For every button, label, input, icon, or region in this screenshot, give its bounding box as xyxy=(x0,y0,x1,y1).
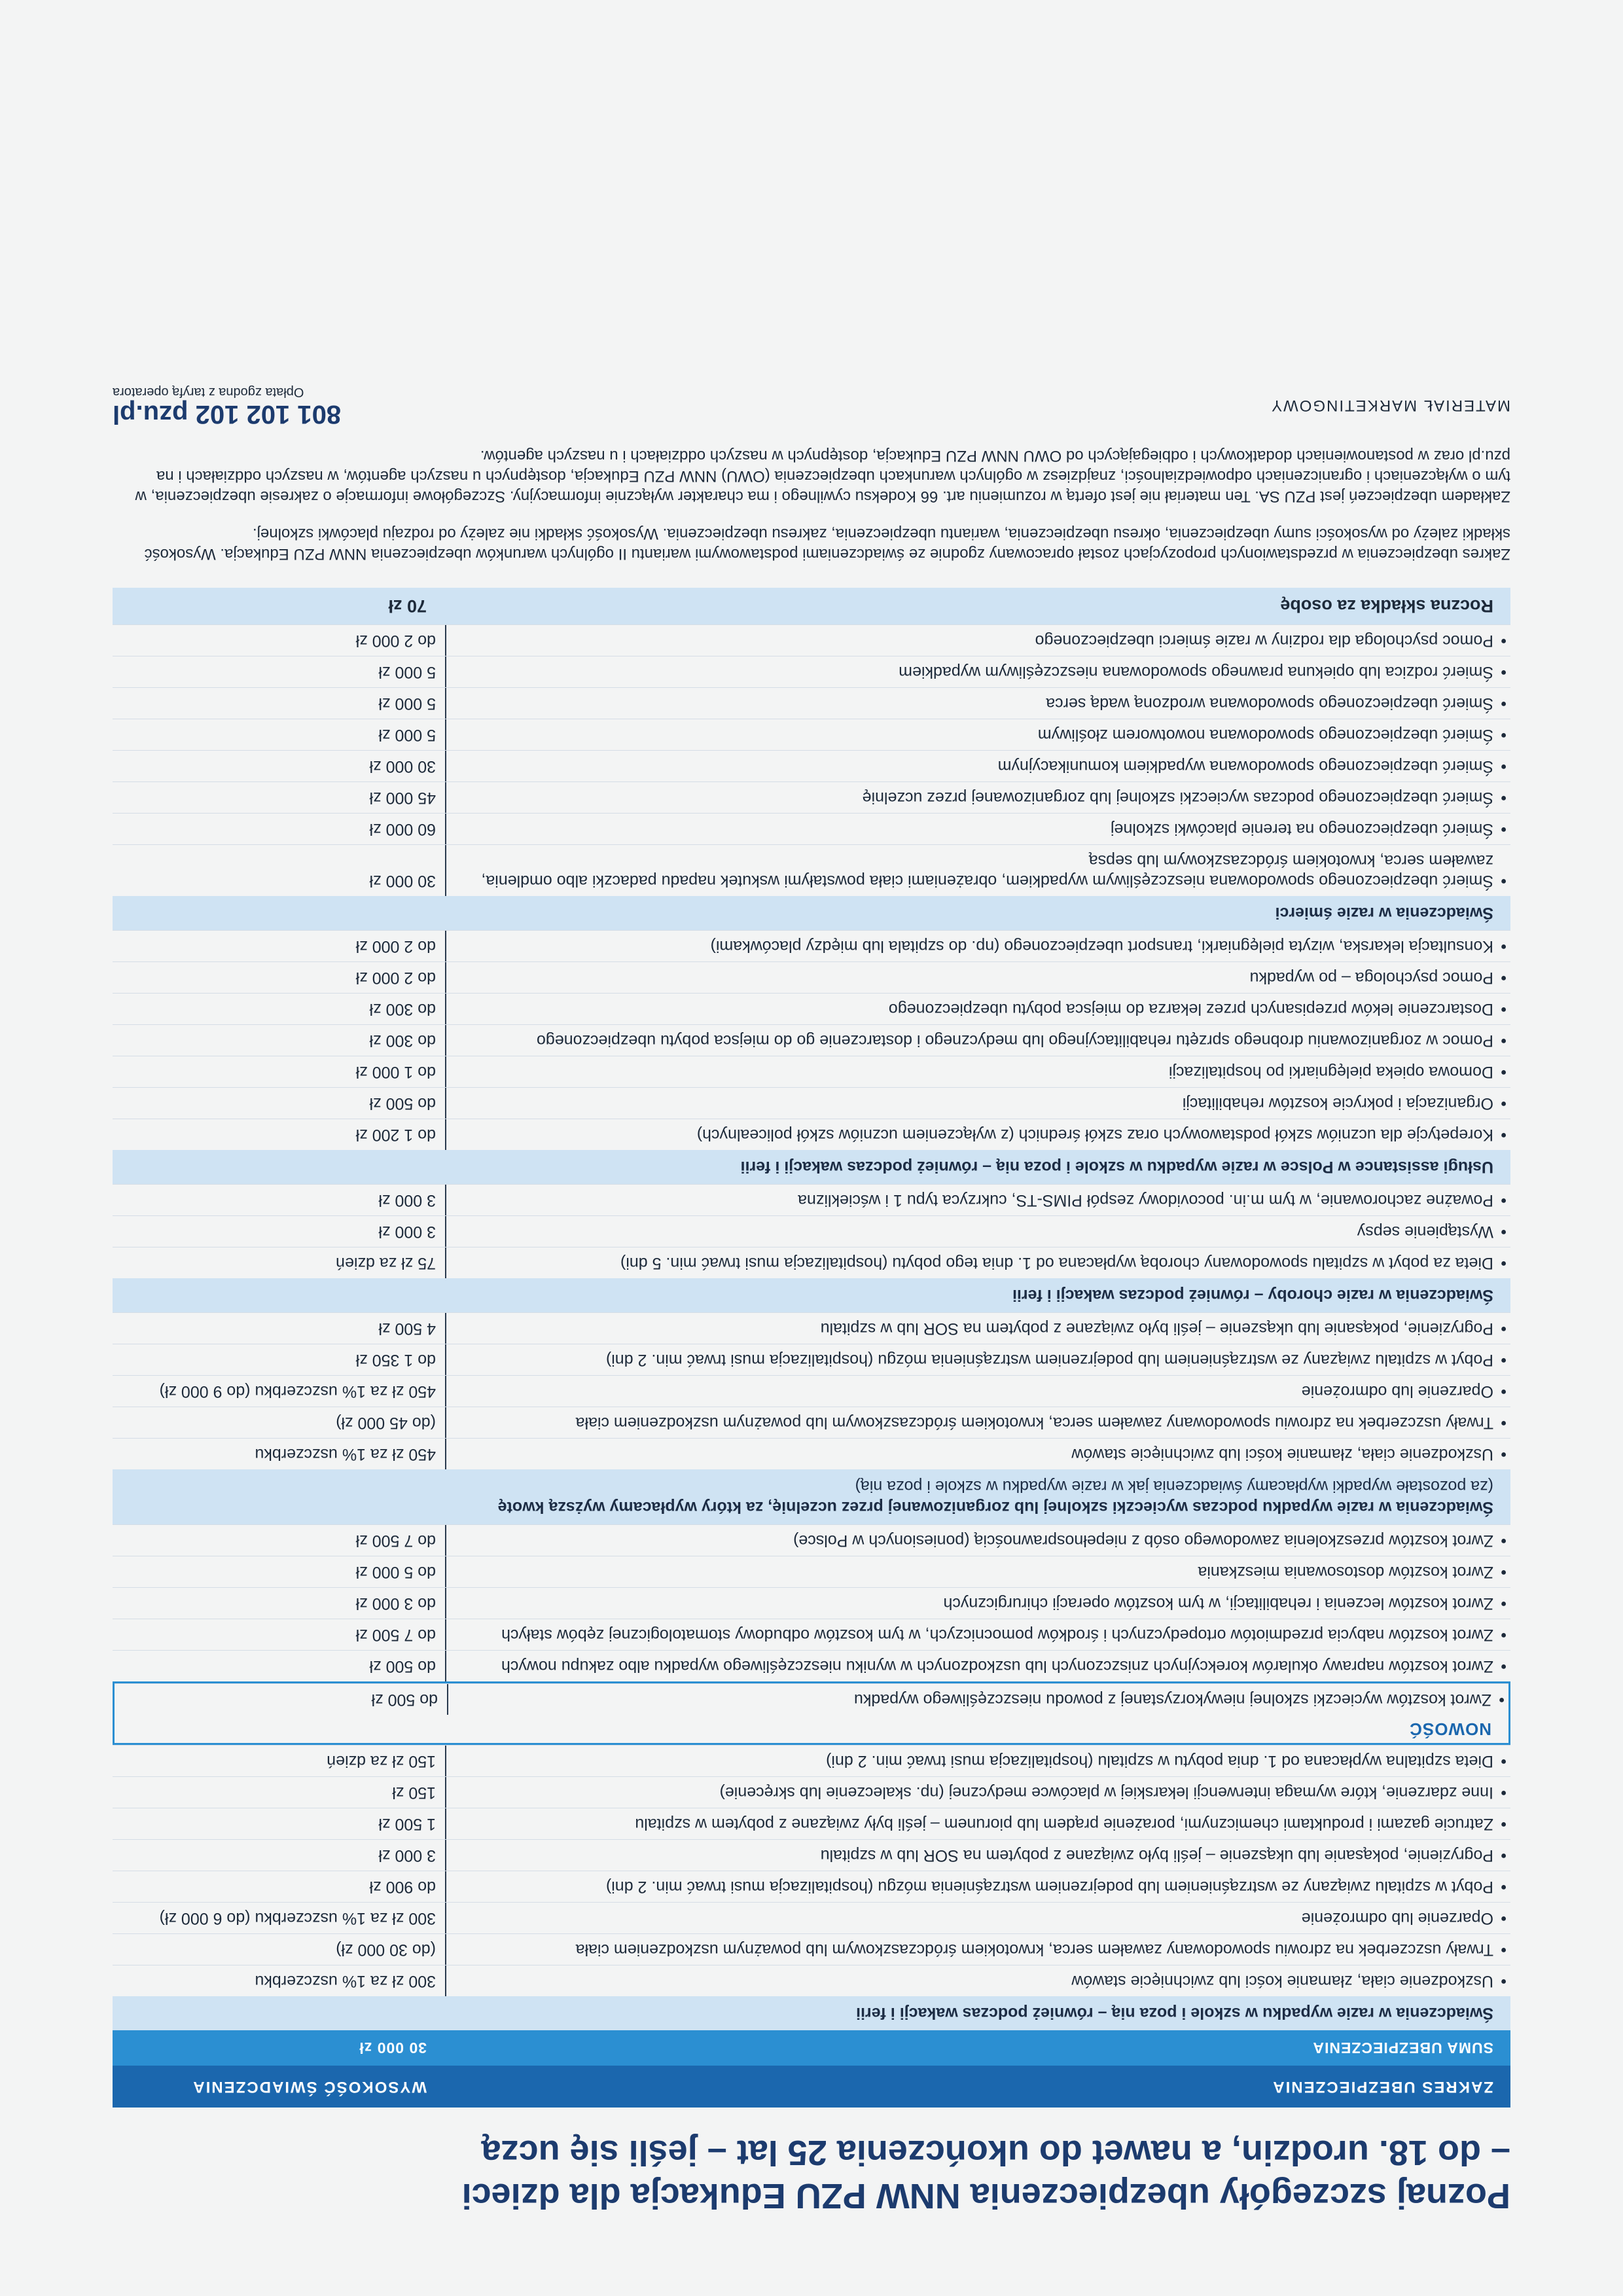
table-row xyxy=(113,930,1510,961)
coverage-table xyxy=(113,588,1510,2108)
table-row xyxy=(113,993,1510,1024)
table-row xyxy=(113,719,1510,750)
table-row xyxy=(113,1808,1510,1839)
bullet-icon: • xyxy=(1501,1594,1507,1613)
bullet-icon: • xyxy=(1501,1532,1507,1550)
table-row xyxy=(113,1056,1510,1087)
bullet-icon: • xyxy=(1501,1784,1507,1802)
table-row xyxy=(113,750,1510,781)
bullet-icon: • xyxy=(1501,1909,1507,1928)
bullet-icon: • xyxy=(1501,937,1507,956)
bullet-icon: • xyxy=(1501,632,1507,650)
bullet-icon: • xyxy=(1501,1382,1507,1401)
row-text: Dieta szpitalna wypłacana od 1. dnia pobytu w szpitalu (hospitalizacja musi trwać min. 2 dni) xyxy=(826,1752,1493,1770)
table-row xyxy=(113,844,1510,896)
row-value: 150 zł xyxy=(392,1784,436,1802)
table-row xyxy=(113,1556,1510,1587)
row-text: Pomoc psychologa dla rodziny w razie śmierci ubezpieczonego xyxy=(1035,632,1493,650)
row-value: (do 30 000 zł) xyxy=(336,1941,436,1959)
table-row xyxy=(113,781,1510,813)
row-text: Śmierć ubezpieczonego na terenie placówki szkolnej xyxy=(1110,820,1493,838)
bullet-icon: • xyxy=(1501,820,1507,838)
bullet-icon: • xyxy=(1501,1094,1507,1113)
row-text: Śmierć ubezpieczonego spowodowana nieszczęśliwym wypadkiem, obrażeniami ciała powstałymi wskutek napadu padaczki albo omdlenia, zawałem serca, krwotokiem śródczaszkowym lub sepsą xyxy=(481,852,1493,890)
row-value: 30 000 zł xyxy=(369,757,436,776)
section xyxy=(113,1184,1510,1312)
contact-phone: 801 102 102 pzu.pl xyxy=(113,400,342,429)
row-text: Wystąpienie sepsy xyxy=(1357,1223,1493,1241)
bullet-icon: • xyxy=(1501,757,1507,776)
bullet-icon: • xyxy=(1501,1815,1507,1833)
row-value: do 300 zł xyxy=(369,1031,436,1050)
bullet-icon: • xyxy=(1501,1351,1507,1369)
table-row xyxy=(113,1902,1510,1933)
section xyxy=(113,624,1510,930)
bullet-icon: • xyxy=(1501,1626,1507,1644)
section-heading xyxy=(113,1996,1510,2030)
annual-premium-label: Roczna składka za osobę xyxy=(1280,596,1493,617)
row-text: Inne zdarzenie, które wymaga interwencji lekarskiej w placówce medycznej (np. skaleczenie lub skręcenie) xyxy=(719,1784,1493,1802)
row-value: do 7 500 zł xyxy=(355,1532,436,1550)
row-text: Śmierć ubezpieczonego spowodowana wypadkiem komunikacyjnym xyxy=(997,757,1493,776)
bullet-icon: • xyxy=(1501,1563,1507,1581)
table-row xyxy=(113,1871,1510,1902)
row-text: Oparzenie lub odmrożenie xyxy=(1301,1382,1493,1401)
row-text: Zwrot kosztów dostosowania mieszkania xyxy=(1198,1563,1493,1581)
section-heading xyxy=(113,1278,1510,1312)
row-text: Uszkodzenie ciała, złamanie kości lub zwichnięcie stawów xyxy=(1071,1972,1493,1990)
note-scope: Zakres ubezpieczenia w przedstawionych propozycjach został opracowany zgodnie ze świadczeniami podstawowymi wariantu II ogólnych warunków ubezpieczenia NNW PZU Edukacja. Wysokość składki zależy od wysokości sumy ubezpieczenia, okresu ubezpieczenia, wariantu ubezpieczenia, zakresu ubezpieczenia. Wysokość składki nie zależy od rodzaju placówki szkolnej. xyxy=(144,525,1510,563)
bullet-icon: • xyxy=(1501,789,1507,807)
table-row xyxy=(113,1119,1510,1150)
bullet-icon: • xyxy=(1501,1000,1507,1018)
row-text: Pomoc w zorganizowaniu drobnego sprzętu rehabilitacyjnego lub medycznego i dostarczenie go do miejsca pobytu ubezpieczonego xyxy=(537,1031,1493,1050)
table-row xyxy=(113,1745,1510,1776)
row-text: Trwały uszczerbek na zdrowiu spowodowany zawałem serca, krwotokiem śródczaszkowym lub poważnym uszkodzeniem ciała xyxy=(575,1414,1493,1432)
section-heading-text: Świadczenia w razie wypadku podczas wycieczki szkolnej lub zorganizowanej przez uczelnię, za który wypłacamy wyższą kwotę xyxy=(497,1498,1493,1516)
table-row xyxy=(113,1650,1510,1681)
row-value: 150 zł za dzień xyxy=(327,1752,436,1770)
row-text: Trwały uszczerbek na zdrowiu spowodowany zawałem serca, krwotokiem śródczaszkowym lub poważnym uszkodzeniem ciała xyxy=(575,1941,1493,1959)
row-text: Pomoc psychologa – po wypadku xyxy=(1249,969,1493,987)
new-feature-box xyxy=(113,1681,1510,1745)
note-insurer: Zakładem ubezpieczeń jest PZU SA. Ten materiał nie jest ofertą w rozumieniu art. 66 Kodeksu cywilnego i ma charakter wyłącznie informacyjny. Szczegółowe informacje o zakresie ubezpieczenia, w tym o wyłączeniach i ograniczeniach odpowiedzialności, znajdziesz w ogólnych warunkach ubezpieczenia (OWU) NNW PZU Edukacja, dostępnych u naszych agentów, w naszych oddziałach i na pzu.pl oraz w postanowieniach dodatkowych i odbiegających od OWU NNW PZU Edukacja, dostępnych w naszych oddziałach i u naszych agentów. xyxy=(135,447,1510,505)
table-row xyxy=(113,1587,1510,1619)
row-value: 450 zł za 1% uszczerbku (do 9 000 zł) xyxy=(159,1382,436,1401)
table-row xyxy=(113,1438,1510,1469)
row-text: Dieta za pobyt w szpitalu spowodowany chorobą wypłacana od 1. dnia tego pobytu (hospitalizacja musi trwać min. 5 dni) xyxy=(620,1254,1493,1272)
sum-insured-value: 30 000 zł xyxy=(359,2039,427,2057)
bullet-icon: • xyxy=(1501,1191,1507,1210)
bullet-icon: • xyxy=(1501,663,1507,681)
row-text: Korepetycje dla uczniów szkół podstawowych oraz szkół średnich (z wyłączeniem uczniów szkół policealnych) xyxy=(696,1126,1493,1144)
col-header-scope: ZAKRES UBEZPIECZENIA xyxy=(1272,2078,1493,2096)
row-value: do 1 000 zł xyxy=(355,1063,436,1081)
table-row xyxy=(113,1247,1510,1278)
table-row xyxy=(113,687,1510,719)
row-value: 1 500 zł xyxy=(378,1815,436,1833)
row-text: Pogryzienie, pokąsanie lub ukąszenie – jeśli było związane z pobytem na SOR lub w szpitalu xyxy=(820,1846,1493,1865)
bullet-icon: • xyxy=(1501,1657,1507,1676)
row-value: do 500 zł xyxy=(369,1657,436,1676)
row-text: Domowa opieka pielęgniarki po hospitalizacji xyxy=(1168,1063,1493,1081)
row-value: do 2 000 zł xyxy=(355,632,436,650)
row-text: Śmierć rodzica lub opiekuna prawnego spowodowana nieszczęśliwym wypadkiem xyxy=(899,663,1493,681)
table-row xyxy=(113,1312,1510,1344)
row-value: do 500 zł xyxy=(369,1094,436,1113)
row-value: do 2 000 zł xyxy=(355,969,436,987)
row-text: Organizacja i pokrycie kosztów rehabilitacji xyxy=(1182,1094,1493,1113)
row-text: Oparzenie lub odmrożenie xyxy=(1301,1909,1493,1928)
row-text: Zwrot kosztów naprawy okularów korekcyjnych zniszczonych lub uszkodzonych w wyniku nieszczęśliwego wypadku albo zakupu nowych xyxy=(501,1657,1493,1676)
row-value: do 3 000 zł xyxy=(355,1594,436,1613)
section xyxy=(113,1312,1510,1524)
row-text: Zwrot kosztów przeszkolenia zawodowego osób z niepełnosprawnością (poniesionych w Polsce) xyxy=(793,1532,1493,1550)
row-value: 5 000 zł xyxy=(378,663,436,681)
contact-fee-note: Opłata zgodna z taryfą operatora xyxy=(113,385,304,399)
table-row xyxy=(113,1524,1510,1556)
table-row xyxy=(113,1965,1510,1996)
row-value: do 900 zł xyxy=(369,1878,436,1896)
row-value: (do 45 000 zł) xyxy=(336,1414,436,1432)
bullet-icon: • xyxy=(1501,1414,1507,1432)
legal-notes xyxy=(113,446,1510,564)
title-line-1: Poznaj szczegóły ubezpieczenia NNW PZU Edukacja dla dzieci xyxy=(461,2176,1510,2215)
footer xyxy=(113,384,1510,429)
bullet-icon: • xyxy=(1501,1063,1507,1081)
bullet-icon: • xyxy=(1501,694,1507,713)
table-row xyxy=(113,1933,1510,1965)
row-text: Uszkodzenie ciała, złamanie kości lub zwichnięcie stawów xyxy=(1071,1445,1493,1463)
section-heading-text: Świadczenia w razie wypadku w szkole i poza nią – również podczas wakacji i ferii xyxy=(856,2004,1493,2022)
row-value: 5 000 zł xyxy=(378,694,436,713)
row-text: Śmierć ubezpieczonego podczas wycieczki szkolnej lub zorganizowanej przez uczelnię xyxy=(862,789,1493,807)
section xyxy=(113,1745,1510,2030)
page-title xyxy=(113,2131,1510,2217)
section-heading-text: Usługi assistance w Polsce w razie wypadku w szkole i poza nią – również podczas wakacji i ferii xyxy=(740,1158,1493,1176)
table-row xyxy=(113,1184,1510,1215)
row-value: 450 zł za 1% uszczerbku xyxy=(255,1445,436,1463)
sum-insured-label: SUMA UBEZPIECZENIA xyxy=(1312,2039,1493,2057)
row-value: do 5 000 zł xyxy=(355,1563,436,1581)
table-row xyxy=(113,961,1510,993)
bullet-icon: • xyxy=(1501,1445,1507,1463)
bullet-icon: • xyxy=(1501,726,1507,744)
table-header xyxy=(113,2066,1510,2108)
col-header-amount: WYSOKOŚĆ ŚWIADCZENIA xyxy=(192,2078,427,2096)
row-value: 5 000 zł xyxy=(378,726,436,744)
table-row xyxy=(113,1776,1510,1808)
bullet-icon: • xyxy=(1501,1752,1507,1770)
table-row xyxy=(113,656,1510,687)
section xyxy=(113,1524,1510,1681)
row-value: do 300 zł xyxy=(369,1000,436,1018)
row-value: 3 000 zł xyxy=(378,1191,436,1210)
row-value: 30 000 zł xyxy=(369,872,436,890)
table-row xyxy=(113,1375,1510,1407)
row-text: Pogryzienie, pokąsanie lub ukąszenie – jeśli było związane z pobytem na SOR lub w szpitalu xyxy=(820,1319,1493,1338)
row-value: do 1 200 zł xyxy=(355,1126,436,1144)
row-text: Pobyt w szpitalu związany ze wstrząśnieniem lub podejrzeniem wstrząśnienia mózgu (hospitalizacja musi trwać min. 2 dni) xyxy=(605,1351,1493,1369)
contact-block xyxy=(113,384,341,429)
bullet-icon: • xyxy=(1501,1254,1507,1272)
section-heading-text: Świadczenia w razie choroby – również podczas wakacji i ferii xyxy=(1012,1286,1493,1304)
sections-rest xyxy=(113,624,1510,1681)
table-row xyxy=(113,1839,1510,1871)
row-text: Pobyt w szpitalu związany ze wstrząśnieniem lub podejrzeniem wstrząśnienia mózgu (hospitalizacja musi trwać min. 2 dni) xyxy=(605,1878,1493,1896)
bullet-icon: • xyxy=(1501,969,1507,987)
row-value: 3 000 zł xyxy=(378,1223,436,1241)
table-row xyxy=(113,1407,1510,1438)
new-feature-label: NOWOŚĆ xyxy=(1409,1719,1491,1739)
row-value: 60 000 zł xyxy=(369,820,436,838)
table-row xyxy=(113,1344,1510,1375)
page-content xyxy=(113,384,1510,2217)
bullet-icon: • xyxy=(1501,1941,1507,1959)
row-value: 45 000 zł xyxy=(369,789,436,807)
row-value: 4 500 zł xyxy=(378,1319,436,1338)
table-row xyxy=(113,813,1510,844)
bullet-icon: • xyxy=(1501,1846,1507,1865)
bullet-icon: • xyxy=(1499,1691,1505,1709)
section xyxy=(113,930,1510,1184)
bullet-icon: • xyxy=(1501,1878,1507,1896)
marketing-label: MATERIAŁ MARKETINGOWY xyxy=(1270,397,1510,414)
table-row xyxy=(113,1024,1510,1056)
row-value: 3 000 zł xyxy=(378,1846,436,1865)
section-heading xyxy=(113,1469,1510,1524)
table-row xyxy=(113,624,1510,656)
section-accident xyxy=(113,1745,1510,2030)
row-text: Konsultacja lekarska, wizyta pielęgniarki, transport ubezpieczonego (np. do szpitala lub między placówkami) xyxy=(710,937,1493,956)
section-heading xyxy=(113,1150,1510,1184)
bullet-icon: • xyxy=(1501,1126,1507,1144)
row-text: Śmierć ubezpieczonego spowodowana nowotworem złośliwym xyxy=(1037,726,1493,744)
bullet-icon: • xyxy=(1501,1319,1507,1338)
row-text: Zwrot kosztów wycieczki szkolnej niewykorzystanej z powodu nieszczęśliwego wypadku xyxy=(854,1691,1491,1709)
section-heading-text: Świadczenia w razie śmierci xyxy=(1275,904,1493,922)
table-row xyxy=(113,1619,1510,1650)
title-line-2: – do 18. urodzin, a nawet do ukończenia 25 lat – jeśli się uczą xyxy=(481,2133,1510,2172)
row-value: 75 zł za dzień xyxy=(336,1254,436,1272)
table-row xyxy=(115,1683,1508,1715)
row-text: Zwrot kosztów leczenia i rehabilitacji, w tym kosztów operacji chirurgicznych xyxy=(943,1594,1493,1613)
annual-premium-row xyxy=(113,588,1510,624)
row-text: Poważne zachorowanie, w tym m.in. pocovidowy zespół PIMS-TS, cukrzyca typu 1 i wścieklizna xyxy=(798,1191,1493,1210)
annual-premium-value: 70 zł xyxy=(388,596,427,617)
row-value: do 2 000 zł xyxy=(355,937,436,956)
section-heading xyxy=(113,896,1510,930)
bullet-icon: • xyxy=(1501,1972,1507,1990)
table-row xyxy=(113,1215,1510,1247)
table-row xyxy=(113,1087,1510,1119)
row-value: 300 zł za 1% uszczerbku (do 6 000 zł) xyxy=(159,1909,436,1928)
bullet-icon: • xyxy=(1501,872,1507,890)
sum-insured-row xyxy=(113,2030,1510,2066)
row-value: do 7 500 zł xyxy=(355,1626,436,1644)
bullet-icon: • xyxy=(1501,1223,1507,1241)
row-text: Dostarczenie leków przepisanych przez lekarza do miejsca pobytu ubezpieczonego xyxy=(888,1000,1493,1018)
row-text: Śmierć ubezpieczonego spowodowana wrodzoną wadą serca xyxy=(1046,694,1493,713)
row-text: Zwrot kosztów nabycia przedmiotów ortopedycznych i środków pomocniczych, w tym kosztów odbudowy stomatologicznej zębów stałych xyxy=(501,1626,1493,1644)
row-value: do 500 zł xyxy=(371,1691,438,1709)
row-value: 300 zł za 1% uszczerbku xyxy=(255,1972,436,1990)
section-subheading: (za pozostałe wypadki wypłacamy świadczenia jak w razie wypadku w szkole i poza nią) xyxy=(855,1477,1493,1496)
row-text: Zatrucie gazami i produktami chemicznymi, porażenie prądem lub piorunem – jeśli były związane z pobytem w szpitalu xyxy=(635,1815,1493,1833)
row-value: do 1 350 zł xyxy=(355,1351,436,1369)
bullet-icon: • xyxy=(1501,1031,1507,1050)
